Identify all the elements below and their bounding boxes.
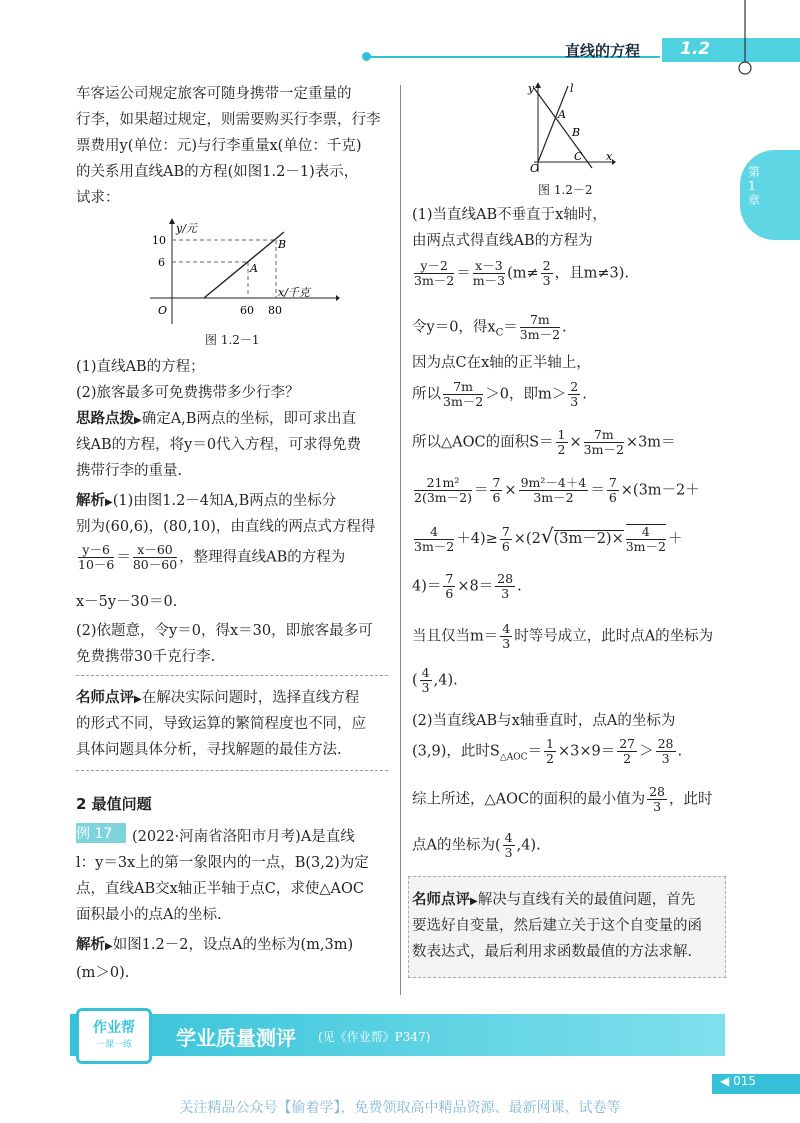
zuoyebang-logo: 作业帮 一课一练 — [76, 1008, 152, 1064]
solution-fraction-eq: $\frac{y-6}{10-6}$ ＝ $\frac{x-60}{80-60}$ ，整理得直线AB的方程为 — [78, 542, 346, 572]
fig1-caption: 图 1.2－1 — [205, 333, 260, 347]
tip-text-1: 确定A,B两点的坐标，即可求出直 — [141, 411, 356, 427]
tip-line-1: 思路点拨▶确定A,B两点的坐标，即可求出直 — [76, 411, 356, 427]
comment-label: 名师点评 — [76, 690, 134, 706]
fig1-y-tick-6: 6 — [158, 256, 165, 269]
fig2-y: y — [528, 82, 535, 95]
fig1-y-tick-10: 10 — [152, 234, 166, 247]
fig2-a: A — [558, 108, 566, 121]
intro-line-1: 车客运公司规定旅客可随身携带一定重量的 — [76, 86, 352, 102]
header-dot — [362, 52, 371, 61]
eq-conclusion: 综上所述，△AOC的面积的最小值为 $\frac{28}{3}$ ，此时 — [412, 784, 713, 814]
solution-line-5: 免费携带30千克行李. — [76, 649, 216, 665]
sol-frac-n2: x－60 — [133, 543, 177, 558]
fig2-caption: 图 1.2－2 — [538, 183, 593, 197]
comment-text-1: 在解决实际问题时，选择直线方程 — [141, 690, 360, 706]
example-line-3: 点，直线AB交x轴正半轴于点C，求使△AOC — [76, 881, 365, 897]
eq-area: 所以△AOC的面积S＝ $\frac{1}{2}$ × $\frac{7m}{3m-2}$ ×3m＝ — [412, 427, 676, 457]
example-line-4: 面积最小的点A的坐标. — [76, 907, 222, 923]
fig2-c: C — [574, 150, 583, 163]
eq-point-a: ( $\frac{4}{3}$ ,4). — [412, 665, 458, 695]
solution2-line-1: 解析▶如图1.2－2，设点A的坐标为(m,3m) — [76, 937, 354, 953]
question-2: (2)旅客最多可免费携带多少行李？ — [76, 385, 300, 401]
fig1-y-label: y/元 — [176, 222, 197, 235]
sol-frac-tail: ，整理得直线AB的方程为 — [179, 549, 346, 566]
fig1-point-a: A — [250, 262, 258, 275]
solution2-text-1: 如图1.2－2，设点A的坐标为(m,3m) — [112, 937, 354, 953]
page-number: 015 — [733, 1074, 756, 1088]
solution2-line-2: (m＞0). — [76, 965, 130, 981]
fig2-x: x — [606, 150, 613, 163]
solution-text-1: (1)由图1.2－4知A,B两点的坐标分 — [112, 493, 337, 509]
solution2-label: 解析 — [76, 937, 105, 953]
comment-line-3: 具体问题具体分析，寻找解题的最佳方法. — [76, 742, 342, 758]
sol-frac-n1: y－6 — [78, 543, 114, 558]
page-number-tab: ◀ 015 — [712, 1074, 800, 1094]
fig2-b: B — [572, 126, 581, 139]
figure-1-2-2 — [520, 80, 620, 175]
right-comment-line-2: 要选好自变量，然后建立关于这个自变量的函 — [412, 918, 702, 934]
eq-positive: 所以 $\frac{7m}{3m-2}$ ＞0，即m＞ $\frac{2}{3}$ . — [412, 379, 587, 409]
right-comment-line-3: 数表达式，最后利用求函数最值的方法求解. — [412, 944, 693, 960]
comment-divider-bottom — [76, 770, 388, 771]
fig2-l: l — [570, 82, 574, 95]
sol-frac-d1: 10－6 — [78, 557, 115, 572]
chapter-tab-label: 第1章 — [748, 165, 761, 207]
example-line-2: l：y＝3x上的第一象限内的一点，B(3,2)为定 — [76, 855, 369, 871]
fig2-o: O — [530, 162, 540, 175]
sol-frac-d2: 80－60 — [132, 557, 178, 572]
question-1: (1)直线AB的方程； — [76, 359, 205, 375]
intro-line-3: 票费用y(单位：元)与行李重量x(单位：千克) — [76, 138, 362, 154]
fig1-x-tick-80: 80 — [268, 304, 282, 317]
right-line-1: (1)当直线AB不垂直于x轴时， — [412, 207, 607, 223]
solution-line-3: x－5y－30＝0. — [76, 594, 178, 610]
eq-equality: 当且仅当m＝ $\frac{4}{3}$ 时等号成立，此时点A的坐标为 — [412, 621, 714, 651]
solution-label: 解析 — [76, 493, 105, 509]
section-number: 1.2 — [680, 39, 711, 59]
intro-line-4: 的关系用直线AB的方程(如图1.2－1)表示， — [76, 164, 359, 180]
fig1-point-b: B — [278, 238, 287, 251]
eq-final: 点A的坐标为( $\frac{4}{3}$ ,4). — [412, 830, 541, 860]
right-line-2: 由两点式得直线AB的方程为 — [412, 233, 593, 249]
eq-two-point: $\frac{y-2}{3m-2}$ ＝ $\frac{x-3}{m-3}$ (m≠ $\frac{2}{3}$ ，且m≠3). — [414, 258, 629, 288]
comment-line-2: 的形式不同，导致运算的繁简程度也不同，应 — [76, 716, 366, 732]
tip-line-3: 携带行李的重量. — [76, 463, 183, 479]
banner-title: 学业质量测评 — [176, 1026, 296, 1050]
figure-1-2-1 — [140, 218, 340, 328]
comment-divider-top — [76, 675, 388, 676]
solution-line-2: 别为(60,6)，(80,10)，由直线的两点式方程得 — [76, 519, 376, 535]
footer-watermark-note: 关注精品公众号【偷着学】，免费领取高中精品资源、最新网课、试卷等 — [179, 1100, 621, 1116]
example-badge: 例 17 — [76, 823, 126, 843]
eq-xc: 令y＝0，得$x_C=$ $\frac{7m}{3m-2}$ . — [412, 312, 567, 342]
eq-vertical-case: (3,9)，此时$S_{\triangle AOC}=$ $\frac{1}{2}$ ×3×9＝ $\frac{27}{2}$ ＞ $\frac{28}{3}$ . — [412, 736, 683, 766]
hanging-bulb-icon — [735, 0, 755, 80]
intro-line-2: 行李，如果超过规定，则需要购买行李票，行李 — [76, 112, 381, 128]
right-line-3: 因为点C在x轴的正半轴上， — [412, 355, 591, 371]
example-line-1: (2022·河南省洛阳市月考)A是直线 — [132, 829, 355, 845]
solution-line-1: 解析▶(1)由图1.2－4知A,B两点的坐标分 — [76, 493, 337, 509]
section-heading-2: 2 最值问题 — [76, 795, 152, 813]
fig1-x-tick-60: 60 — [240, 304, 254, 317]
eq-area-expand: $\frac{\text{21m²}}{2(3m-2)}$ ＝ $\frac{7}{6}$ × $\frac{\text{9m²－4＋4}}{3m-2}$ ＝ $\frac{7}{6}$ ×(3m－2＋ — [414, 475, 700, 505]
right-line-10: (2)当直线AB与x轴垂直时，点A的坐标为 — [412, 713, 676, 729]
fig1-x-label: x/千克 — [278, 286, 310, 299]
page-title: 直线的方程 — [565, 42, 641, 60]
banner-reference: (见《作业帮》P347) — [318, 1030, 431, 1044]
column-divider — [400, 85, 401, 995]
intro-line-5: 试求： — [76, 190, 120, 206]
eq-min: 4)＝ $\frac{7}{6}$ ×8＝ $\frac{28}{3}$ . — [412, 571, 522, 601]
solution-line-4: (2)依题意，令y＝0，得x＝30，即旅客最多可 — [76, 623, 373, 639]
eq-inequality: $\frac{4}{3m-2}$ ＋4)≥ $\frac{7}{6}$ ×(2√(3m－2)× $\frac{4}{3m-2}$ ＋ — [414, 523, 683, 554]
right-comment-line-1: 名师点评▶解决与直线有关的最值问题，首先 — [412, 892, 696, 908]
tip-label: 思路点拨 — [76, 411, 134, 427]
fig1-origin: O — [158, 304, 168, 317]
right-comment-label: 名师点评 — [412, 892, 470, 908]
comment-line-1: 名师点评▶在解决实际问题时，选择直线方程 — [76, 690, 360, 706]
tip-line-2: 线AB的方程，将y＝0代入方程，可求得免费 — [76, 437, 362, 453]
